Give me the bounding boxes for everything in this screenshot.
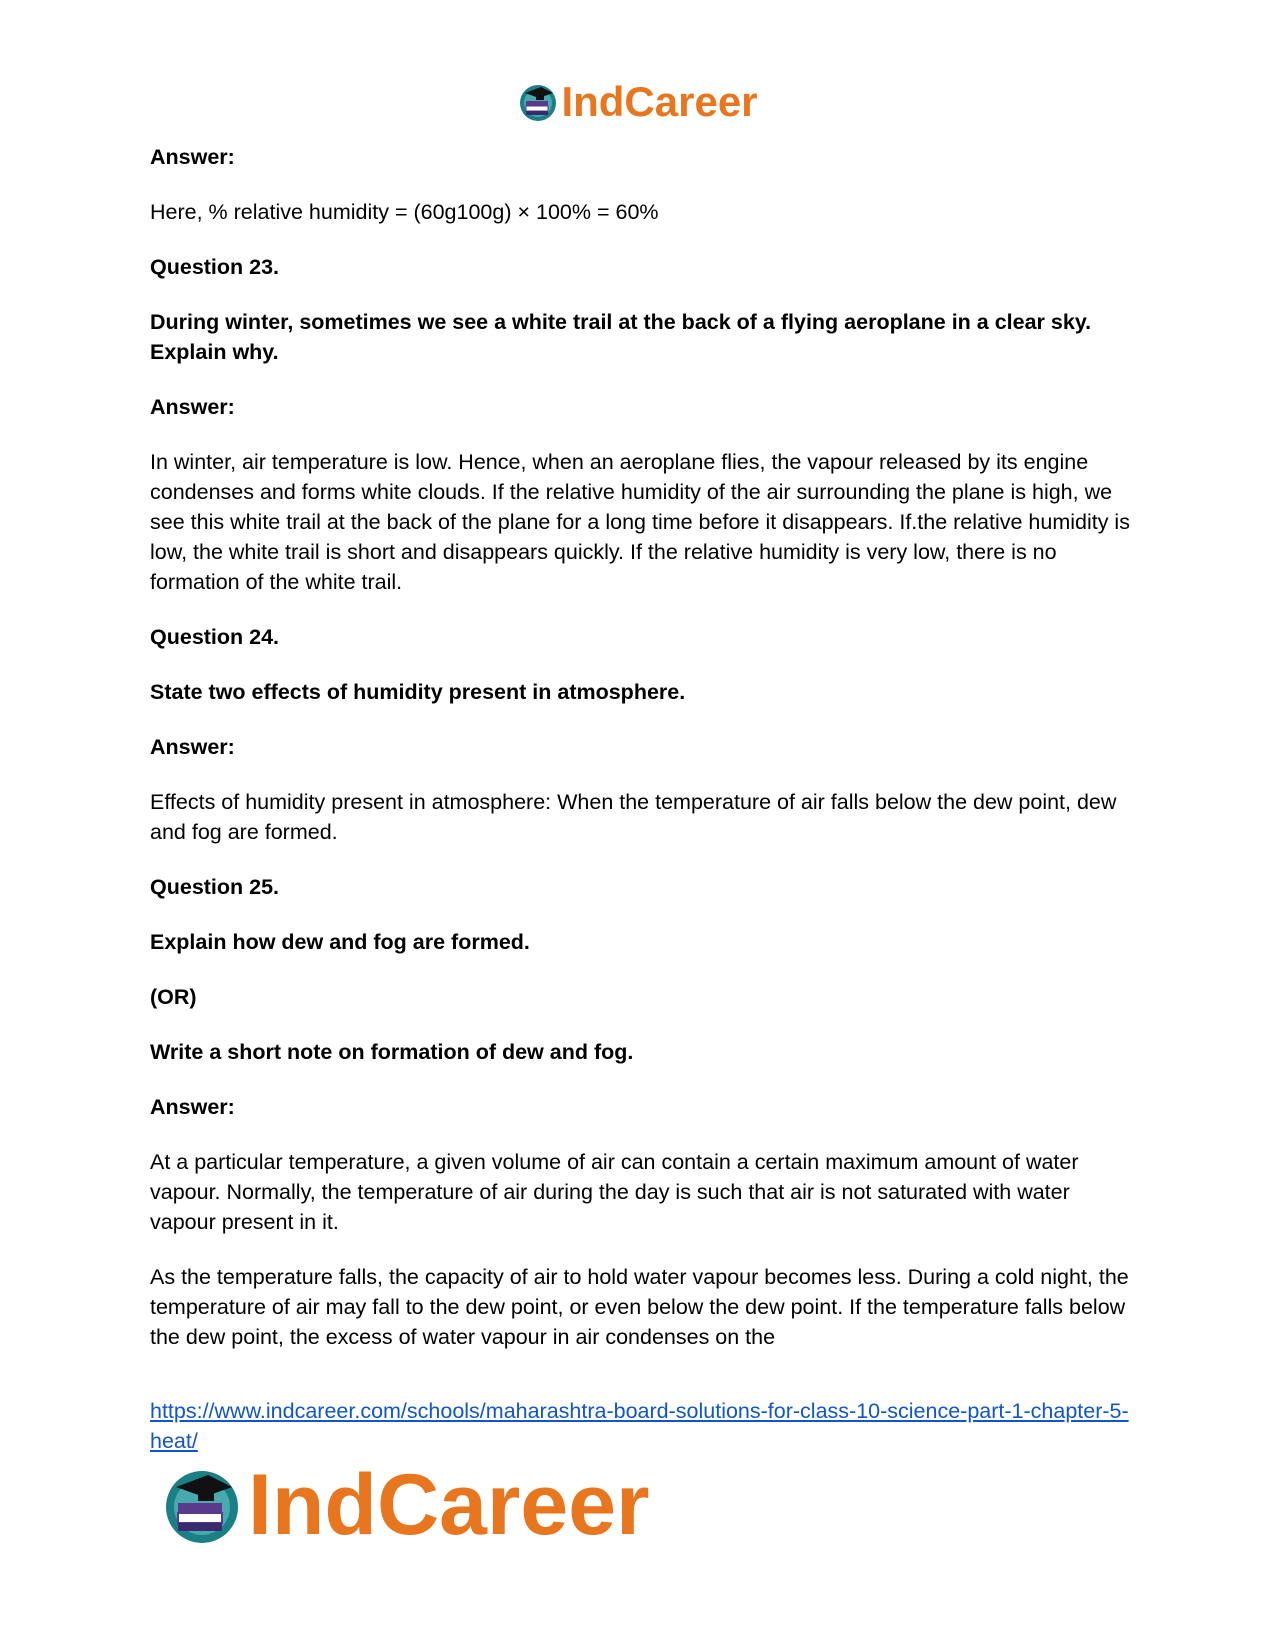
question-text: State two effects of humidity present in atmosphere. bbox=[150, 680, 686, 704]
footer-logo bbox=[160, 1457, 650, 1553]
logo-text: IndCareer bbox=[561, 78, 758, 125]
question-text: During winter, sometimes we see a white trail at the back of a flying aeroplane in a clear sky. Explain why. bbox=[150, 310, 1092, 364]
answer-label: Answer: bbox=[150, 395, 235, 419]
answer-text: At a particular temperature, a given volume of air can contain a certain maximum amount of water vapour. Normally, the temperature of air during the day is such that air is not saturated with water vapour present in it. bbox=[150, 1150, 1079, 1234]
header-logo bbox=[0, 78, 1275, 126]
graduation-book-globe-icon bbox=[160, 1463, 244, 1547]
answer-text: As the temperature falls, the capacity of air to hold water vapour becomes less. During a cold night, the temperature of air may fall to the dew point, or even below the dew point. If the temperature falls below the dew point, the excess of water vapour in air condenses on the bbox=[150, 1265, 1129, 1349]
logo-text: IndCareer bbox=[248, 1457, 650, 1553]
answer-text: Here, % relative humidity = (60g100g) × 100% = 60% bbox=[150, 200, 659, 224]
answer-label: Answer: bbox=[150, 1095, 235, 1119]
answer-label: Answer: bbox=[150, 145, 235, 169]
source-link[interactable]: https://www.indcareer.com/schools/maharashtra-board-solutions-for-class-10-science-part-1-chapter-5-heat/ bbox=[150, 1399, 1129, 1453]
graduation-book-globe-icon bbox=[517, 81, 559, 123]
or-separator: (OR) bbox=[150, 985, 197, 1009]
document-body bbox=[150, 142, 1140, 1377]
question-text: Explain how dew and fog are formed. bbox=[150, 930, 530, 954]
question-number: Question 23. bbox=[150, 255, 280, 279]
answer-text: Effects of humidity present in atmosphere: When the temperature of air falls below the dew point, dew and fog are formed. bbox=[150, 790, 1117, 844]
source-link-block bbox=[150, 1396, 1140, 1456]
logo bbox=[160, 1457, 650, 1553]
question-text: Write a short note on formation of dew and fog. bbox=[150, 1040, 634, 1064]
question-number: Question 24. bbox=[150, 625, 280, 649]
answer-label: Answer: bbox=[150, 735, 235, 759]
answer-text: In winter, air temperature is low. Hence, when an aeroplane flies, the vapour released by its engine condenses and forms white clouds. If the relative humidity of the air surrounding the plane is high, we see this white trail at the back of the plane for a long time before it disappears. If.the relative humidity is low, the white trail is short and disappears quickly. If the relative humidity is very low, there is no formation of the white trail. bbox=[150, 450, 1130, 594]
question-number: Question 25. bbox=[150, 875, 280, 899]
logo bbox=[517, 78, 757, 126]
